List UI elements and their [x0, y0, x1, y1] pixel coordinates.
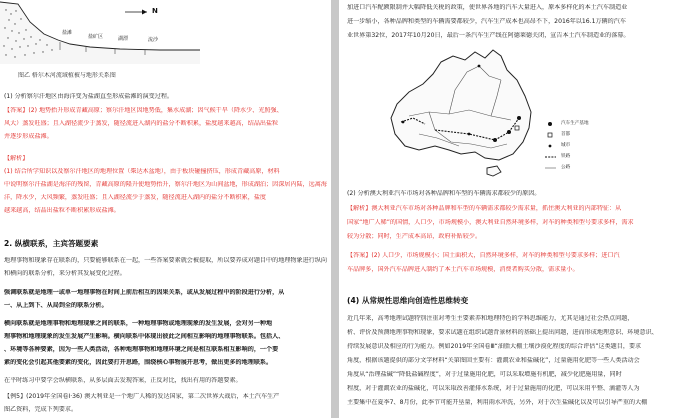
body-line: 持续发展意识及相应的行为能力。例如2019年全国卷Ⅲ“油脂大棚土壤沙漠化程度的综合评估”这类题目，要求 [347, 343, 642, 350]
body-line: 程度，对于灌溉农业的盐碱化，可以采取改善灌排水系统，对于过量施用的化肥，可以采用平整、滴灌等人为 [347, 385, 640, 392]
answer-line: 车品牌多，国外汽车品牌进入制约了本土汽车市场规模，消费者购买分散，需求量小。 [347, 266, 579, 273]
north-arrow-label: N [152, 7, 158, 15]
question-line: (1) 分析察尔汗地区由海洋变为盐湖直至形成盐滩的演变过程。 [4, 93, 174, 100]
body-line: 角度从“治理盐碱”“降低盐碱程度”，对于过量施用化肥，可以采取增施有机肥，减少化肥施用量，同时 [347, 371, 622, 378]
answer-line: 【答案】(2) 人口少，市场规模小；国土面积大，自然环境多样，对车的种类和型号要求多样；进口汽 [347, 252, 620, 259]
body-line: 和横向的联系分析，来分析其发展变化过程。 [4, 270, 126, 277]
analysis-line: 【解析】澳大利亚汽车市场对各种品牌和车型的车辆需求都较少需求量，抓住澳大利亚的内部特征：从 [347, 205, 622, 212]
section-heading: 2. 纵横联系，主宾答题要素 [4, 239, 99, 248]
emphasis-line: 素的变化会引起其他要素的变化，因此要打开思路，围绕核心事物展开思考，做出更多的地理联系。 [4, 359, 273, 366]
zone-label: 湖漂 [118, 36, 129, 42]
body-line: 主要集中在夏季7、8月份，此季节可能开垦量，利用雨水冲洗，另外，对于次生盐碱化以及可以引导严重的大棚 [347, 399, 648, 406]
body-line: 近几年来，高考地理试题特别注重对考生主要素养和地理特色的学科思维能力，尤其是通过社会热点问题， [347, 315, 634, 322]
legend-item: 首都 [561, 132, 571, 137]
answer-line: 并逐步形成盐滩。 [4, 133, 53, 140]
body-line: 析、评价及预测地理事物和现象，要求试题在组织试题背景材料的基础上提出问题，进而形成地理意识、环境意识、 [347, 329, 658, 336]
analysis-line: 洋，降水少，大风频繁，蒸发旺盛；且入湖径流少于蒸发，随径流进入湖内的盐分不断积累，盐度 [4, 194, 267, 201]
answer-line: 【答案】(2) 地势抬升形成青藏高原；察尔汗地区因地势低，集水成湖；因气候干旱（降水少、光照强、 [4, 107, 283, 114]
terrain-figure [0, 0, 200, 64]
answer-line: 风大）蒸发旺盛；且入湖径流少于蒸发，随径流进入湖内的盐分不断积累，盐度越来越高，结晶出盐粒 [4, 120, 279, 127]
body-line: 地理事物和现象存在联系的，只要能够联系在一起，一些答案要素就会被提取，所以要养成对题目中的地理物象进行纵向 [4, 257, 327, 264]
document-page-right [339, 0, 676, 418]
legend-item: 铁路 [561, 154, 571, 159]
example-line: 图乙资料，完成下列要求。 [4, 406, 78, 413]
body-line: 进一步缩小，各种品牌和类型的车辆需要都较少，汽车生产成本也高昂不下，2016年以16.1万辆的汽车 [347, 18, 626, 25]
document-page-left [0, 0, 331, 418]
question-line: (2) 分析澳大利亚汽车市场对各种品牌和车型的车辆需求都较少的原因。 [347, 190, 541, 197]
figure-caption: 图乙 格尔木河流域植被与地形关系图 [18, 72, 116, 79]
emphasis-line: 、环境等各种要素，因为一些人类活动，各种地理事物和地理环境之间是相互联系相互影响的，一个要 [4, 346, 279, 353]
zone-label: 流沙 [148, 37, 159, 43]
emphasis-line: 一、从上到下、从局到全的联系分析。 [4, 302, 108, 309]
emphasis-line: 理事物和地理现象的发生发展产生影响。横向联系中体现出彼此之间相互影响的地理事物联系。包括人、 [4, 333, 285, 340]
example-line: 【例5】(2019年全国卷Ⅰ·36) 澳大利亚是一个地广人稀的发达国家，第二次世界大战后，本土汽车生产 [4, 393, 280, 400]
analysis-line: 越来越高，结晶出盐粒不断积累形成盐滩。 [4, 207, 120, 214]
body-line: 业世界第32位，2017年10月20日，最后一条汽车生产线在阿德莱德关闭，宣告本土汽车制造业的落幕。 [347, 32, 630, 39]
body-line: 角度，根据该题提供的部分文字材料“关第图回主要有：灌溉农业和盐碱化”，过量施用化肥等一些人类活动会 [347, 357, 640, 364]
body-line: 在平时练习中要学会纵横联系，从多层面去发现答案，正反对比，找出有用的答题要素。 [4, 377, 242, 384]
emphasis-line: 强调联系就是地理一或单一地理事物在时间上前后相互的因果关系，或从发展过程中的阶段进行分析，从 [4, 289, 285, 296]
legend-item: 城市 [561, 143, 571, 148]
zone-label: 盐滩 [62, 30, 73, 36]
legend-item: 公路 [561, 165, 571, 170]
analysis-line: 较为分散；同时，生产成本高昂，政府补贴较少。 [347, 233, 482, 240]
analysis-label: 【解析】 [4, 155, 29, 162]
zone-label: 盐矿区 [88, 34, 104, 40]
emphasis-line: 横向联系就是地理事物和地理现象之间的联系，一种地理事物或地理现象的发生发展，会对另一种地 [4, 320, 273, 327]
section-heading: (4) 从常规性思维向创造性思维转变 [347, 296, 469, 305]
analysis-line: (1) 结合所学知识以及察尔汗地区的地理位置（柴达木盆地），由于板块碰撞挤压，形成青藏高原，材料 [4, 168, 280, 175]
analysis-line: 中说明察尔汗盐湖是海洋的残留，青藏高原的隆升使地势抬升，察尔汗地区为山间盆地，形成湖泊；因深居内陆，远离海 [4, 181, 327, 188]
legend-item: 汽车生产基地 [561, 121, 589, 126]
analysis-line: 国家“地广人稀”的国情，人口少，市场规模小，澳大利亚自然环境多样，对车的种类和型号要求多样，需求 [347, 219, 634, 226]
map-legend-symbols [545, 120, 559, 178]
body-line: 加进口汽车配额限制并大幅降低关税的政策，使世界各地的汽车大量进入，原本多样化的本土汽车制造业 [347, 4, 628, 11]
